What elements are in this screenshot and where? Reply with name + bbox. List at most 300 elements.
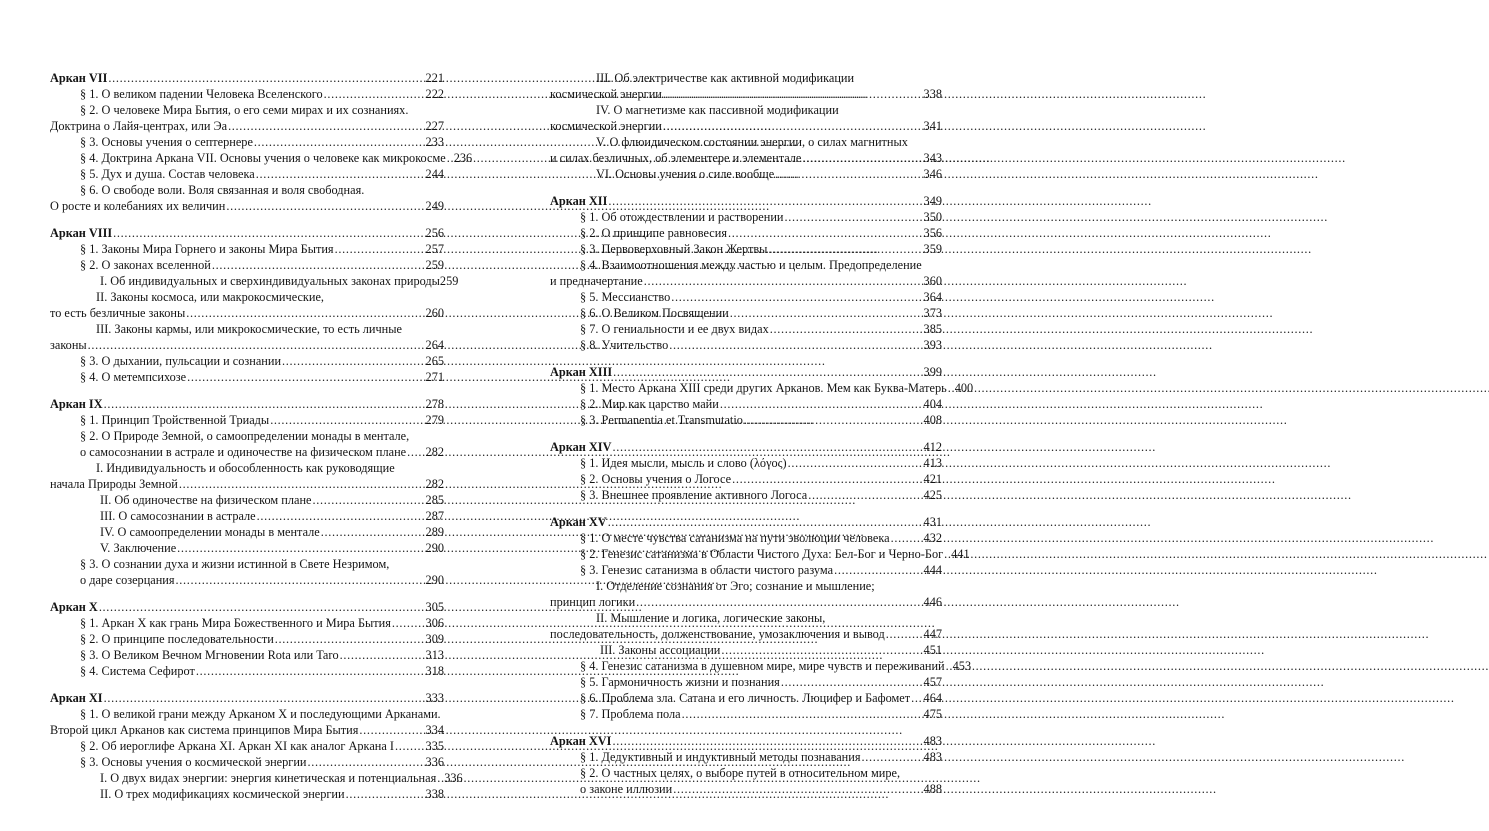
toc-entry-title: Второй цикл Арканов как система принципов Мира Бытия	[50, 723, 359, 737]
dot-leader	[407, 444, 424, 460]
toc-page-number: 336	[444, 771, 463, 785]
toc-entry	[50, 289, 444, 305]
toc-entry	[550, 321, 942, 337]
toc-entry	[50, 150, 473, 166]
toc-entry-title: законы	[50, 338, 87, 352]
toc-entry-title: § 3. Первоверховный Закон Жертвы	[580, 242, 768, 256]
toc-chapter-entry	[50, 599, 444, 615]
toc-entry-title: § 2. Об иероглифе Аркана XI. Аркан XI как аналог Аркана I	[80, 739, 394, 753]
toc-entry-title: § 2. О законах вселенной	[80, 258, 211, 272]
toc-page-number: 289	[425, 525, 444, 539]
toc-entry	[550, 578, 942, 594]
dot-leader	[768, 241, 922, 257]
toc-entry-title: § 7. Проблема пола	[580, 707, 681, 721]
dot-leader	[256, 166, 425, 182]
toc-entry	[50, 428, 444, 444]
toc-entry	[50, 166, 444, 182]
toc-page-number: 359	[923, 242, 942, 256]
toc-entry	[50, 631, 444, 647]
toc-entry-title: § 6. О свободе воли. Воля связанная и воля свободная.	[80, 183, 365, 197]
toc-page-number: 305	[425, 600, 444, 614]
toc-entry	[550, 455, 942, 471]
toc-page-number: 453	[952, 659, 972, 673]
dot-leader	[682, 706, 923, 722]
toc-entry-title: о законе иллюзии	[580, 782, 673, 796]
toc-entry-title: I. О двух видах энергии: энергия кинетическая и потенциальная	[100, 771, 437, 785]
toc-entry-title: § 2. О принципе последовательности	[80, 632, 274, 646]
toc-entry-title: III. Об электричестве как активной модификации	[596, 71, 855, 85]
toc-entry-title: § 2. О частных целях, о выборе путей в относительном мире,	[580, 766, 901, 780]
toc-entry-title: § 1. Аркан X как грань Мира Божественного и Мира Бытия	[80, 616, 391, 630]
toc-entry-title: II. Мышление и логика, логические законы,	[596, 611, 826, 625]
dot-leader	[946, 658, 952, 674]
toc-page-number: 399	[923, 365, 942, 379]
toc-entry-title: О росте и колебаниях их величин	[50, 199, 226, 213]
toc-page-number: 425	[923, 488, 942, 502]
dot-leader	[212, 257, 425, 273]
dot-leader	[669, 337, 922, 353]
toc-page-number: 306	[425, 616, 444, 630]
toc-entry	[550, 642, 942, 658]
toc-page-number: 356	[923, 226, 942, 240]
toc-entry-title: Аркан IX	[50, 397, 103, 411]
toc-entry	[50, 102, 444, 118]
toc-entry-title: § 5. Дух и душа. Состав человека	[80, 167, 255, 181]
dot-leader	[186, 305, 424, 321]
dot-leader	[891, 530, 923, 546]
toc-page-number: 441	[951, 547, 970, 561]
dot-leader	[395, 738, 425, 754]
toc-entry	[50, 182, 444, 198]
toc-entry	[550, 412, 942, 428]
dot-leader	[179, 476, 425, 492]
toc-entry-title: и предначертание	[550, 274, 643, 288]
toc-entry-title: § 7. О гениальности и ее двух видах	[580, 322, 769, 336]
toc-entry	[550, 380, 974, 396]
toc-entry	[50, 540, 444, 556]
toc-entry-title: IV. О магнетизме как пассивной модификации	[596, 103, 839, 117]
dot-leader	[608, 514, 923, 530]
dot-leader	[254, 134, 425, 150]
toc-page-number: 488	[923, 782, 942, 796]
toc-page-number: 318	[425, 664, 444, 678]
toc-page-number: 279	[425, 413, 444, 427]
dot-leader	[228, 118, 424, 134]
toc-page-number: 413	[923, 456, 942, 470]
toc-entry	[550, 257, 942, 273]
toc-page-number: 447	[923, 627, 942, 641]
toc-entry-title: Аркан X	[50, 600, 98, 614]
toc-entry-title: § 8. Учительство	[580, 338, 669, 352]
toc-entry	[550, 225, 942, 241]
toc-page-number: 349	[923, 194, 942, 208]
toc-entry-title: I. Об индивидуальных и сверхиндивидуальных законах природы	[100, 274, 440, 288]
dot-leader	[886, 626, 923, 642]
toc-entry-title: § 2. О принципе равновесия	[580, 226, 727, 240]
toc-entry-title: III. Законы кармы, или микрокосмические, то есть личные	[96, 322, 402, 336]
toc-entry-title: I. Индивидуальность и обособленность как руководящие	[96, 461, 395, 475]
toc-entry-title: § 2. Основы учения о Логосе	[580, 472, 732, 486]
dot-leader	[99, 599, 425, 615]
toc-entry-title: Доктрина о Лайя-центрах, или Эа	[50, 119, 228, 133]
left-page	[50, 0, 473, 831]
toc-page-number: 373	[923, 306, 942, 320]
toc-entry	[50, 337, 444, 353]
toc-page-number: 364	[923, 290, 942, 304]
toc-entry-title: V. О флюидическом состоянии энергии, о силах магнитных	[596, 135, 908, 149]
toc-entry	[550, 749, 942, 765]
toc-entry-title: § 3. Основы учения о септернере	[80, 135, 253, 149]
dot-leader	[944, 546, 950, 562]
toc-entry-title: § 1. О месте чувства сатанизма на пути эволюции человека	[580, 531, 890, 545]
toc-entry	[50, 492, 444, 508]
toc-entry	[50, 198, 444, 214]
dot-leader	[113, 225, 424, 241]
toc-entry	[50, 321, 444, 337]
dot-leader	[808, 487, 922, 503]
toc-page-number: 444	[923, 563, 942, 577]
toc-entry	[550, 209, 942, 225]
toc-entry-title: о самосознании в астрале и одиночестве на физическом плане	[80, 445, 407, 459]
toc-page-number: 451	[923, 643, 942, 657]
dot-leader	[612, 733, 922, 749]
toc-page-number: 483	[923, 750, 942, 764]
toc-chapter-entry	[50, 70, 444, 86]
toc-entry-title: § 4. Взаимоотношения между частью и целым. Предопределение	[580, 258, 922, 272]
toc-entry-title: § 2. Генезис сатанизма в Области Чистого Духа: Бел-Бог и Черно-Бог	[580, 547, 944, 561]
toc-entry	[550, 658, 972, 674]
toc-page-number: 290	[425, 573, 444, 587]
dot-leader	[226, 198, 424, 214]
toc-page-number: 400	[954, 381, 974, 395]
dot-leader	[104, 396, 425, 412]
toc-page-number: 265	[425, 354, 444, 368]
toc-entry-title: и силах безличных, об элементере и элементале	[550, 151, 802, 165]
toc-page-number: 343	[923, 151, 942, 165]
toc-page-number: 287	[425, 509, 444, 523]
toc-entry-title: § 3. Внешнее проявление активного Логоса	[580, 488, 808, 502]
toc-page-number: 309	[425, 632, 444, 646]
toc-entry	[550, 546, 970, 562]
toc-entry-title: § 2. О Природе Земной, о самоопределении монады в ментале,	[80, 429, 410, 443]
toc-page-number: 244	[425, 167, 444, 181]
toc-page-number: 421	[923, 472, 942, 486]
toc-chapter-entry	[550, 733, 942, 749]
toc-chapter-entry	[550, 193, 942, 209]
toc-entry-title: § 1. Дедуктивный и индуктивный методы познавания	[580, 750, 861, 764]
dot-leader	[257, 508, 425, 524]
toc-entry	[550, 530, 942, 546]
toc-chapter-entry	[550, 514, 942, 530]
dot-leader	[308, 754, 425, 770]
toc-entry-title: Аркан XV	[550, 515, 607, 529]
toc-entry-title: § 4. Генезис сатанизма в душевном мире, мире чувств и переживаний	[580, 659, 945, 673]
toc-page-number: 249	[425, 199, 444, 213]
toc-page-number: 282	[425, 477, 444, 491]
dot-leader	[802, 150, 922, 166]
toc-entry	[50, 556, 444, 572]
dot-leader	[730, 305, 923, 321]
toc-entry-title: космической энергии	[550, 87, 662, 101]
dot-leader	[744, 412, 923, 428]
dot-leader	[636, 594, 922, 610]
toc-page-number: 222	[425, 87, 444, 101]
toc-entry-title: § 1. Принцип Тройственной Триады	[80, 413, 270, 427]
toc-entry-title: § 1. Законы Мира Горнего и законы Мира Бытия	[80, 242, 334, 256]
dot-leader	[644, 273, 923, 289]
toc-entry-title: Аркан VIII	[50, 226, 113, 240]
toc-page-number: 336	[425, 755, 444, 769]
toc-entry-title: принцип логики	[550, 595, 636, 609]
toc-entry-title: IV. О самоопределении монады в ментале	[100, 525, 320, 539]
toc-entry-title: Аркан XIII	[550, 365, 613, 379]
dot-leader	[612, 439, 922, 455]
toc-right-column	[550, 70, 974, 797]
dot-leader	[663, 86, 923, 102]
toc-entry	[550, 86, 942, 102]
dot-leader	[834, 562, 922, 578]
toc-entry	[50, 572, 444, 588]
dot-leader	[788, 455, 923, 471]
toc-page-number: 335	[425, 739, 444, 753]
toc-page-number: 282	[425, 445, 444, 459]
dot-leader	[720, 396, 923, 412]
dot-leader	[340, 647, 425, 663]
toc-entry	[50, 241, 444, 257]
toc-entry-title: § 2. Мир как царство майи	[580, 397, 719, 411]
toc-entry	[550, 166, 942, 182]
dot-leader	[312, 492, 424, 508]
toc-entry-title: о даре созерцания	[80, 573, 175, 587]
toc-entry	[50, 663, 444, 679]
toc-page-number: 221	[425, 71, 444, 85]
toc-entry	[550, 610, 942, 626]
toc-page-number: 264	[425, 338, 444, 352]
dot-leader	[671, 289, 922, 305]
dot-leader	[346, 786, 425, 802]
dot-leader	[447, 150, 453, 166]
toc-entry	[550, 471, 942, 487]
toc-entry	[50, 118, 444, 134]
toc-page-number: 259	[425, 258, 444, 272]
dot-leader	[775, 166, 922, 182]
dot-leader	[359, 722, 424, 738]
toc-entry-title: § 1. Об отождествлении и растворении	[580, 210, 784, 224]
toc-entry	[550, 70, 942, 86]
dot-leader	[613, 364, 922, 380]
dot-leader	[770, 321, 923, 337]
toc-entry-title: § 6. Проблема зла. Сатана и его личность. Люцифер и Бафомет	[580, 691, 911, 705]
toc-entry-title: § 3. Основы учения о космической энергии	[80, 755, 307, 769]
toc-page-number: 483	[923, 734, 942, 748]
toc-entry	[50, 444, 444, 460]
toc-entry	[550, 150, 942, 166]
toc-entry	[550, 674, 942, 690]
toc-page-number: 227	[425, 119, 444, 133]
toc-entry	[550, 134, 942, 150]
toc-page-number: 271	[425, 370, 444, 384]
dot-leader	[196, 663, 425, 679]
toc-entry	[50, 412, 444, 428]
toc-entry-title: III. О самосознании в астрале	[100, 509, 256, 523]
toc-entry-title: § 6. О Великом Посвящении	[580, 306, 729, 320]
toc-entry	[550, 241, 942, 257]
toc-entry	[50, 722, 444, 738]
toc-entry	[550, 396, 942, 412]
toc-entry-title: космической энергии	[550, 119, 662, 133]
toc-page-number: 285	[425, 493, 444, 507]
toc-page-number: 233	[425, 135, 444, 149]
dot-leader	[176, 572, 425, 588]
dot-leader	[437, 770, 443, 786]
toc-entry	[50, 257, 444, 273]
toc-entry-title: § 4. О метемпсихозе	[80, 370, 187, 384]
toc-entry-title: Аркан XI	[50, 691, 103, 705]
toc-page-number: 313	[425, 648, 444, 662]
toc-page-number: 290	[425, 541, 444, 555]
toc-left-column	[50, 70, 473, 802]
dot-leader	[335, 241, 425, 257]
toc-entry	[50, 786, 444, 802]
toc-page-number: 341	[923, 119, 942, 133]
toc-entry-title: VI. Основы учения о силе вообще	[596, 167, 775, 181]
toc-entry	[550, 594, 942, 610]
toc-entry-title: § 3. Генезис сатанизма в области чистого разума	[580, 563, 834, 577]
toc-entry	[50, 647, 444, 663]
toc-entry-title: II. О трех модификациях космической энергии	[100, 787, 345, 801]
toc-entry	[50, 369, 444, 385]
toc-page-number: 257	[425, 242, 444, 256]
toc-page-number: 338	[923, 87, 942, 101]
toc-page-number: 404	[923, 397, 942, 411]
toc-entry-title: § 4. Система Сефирот	[80, 664, 195, 678]
toc-page-number: 393	[923, 338, 942, 352]
toc-page-number: 408	[923, 413, 942, 427]
toc-entry	[550, 706, 942, 722]
toc-page-number: 260	[425, 306, 444, 320]
toc-entry-title: § 3. О Великом Вечном Мгновении Rota или Taro	[80, 648, 339, 662]
toc-entry-title: Аркан VII	[50, 71, 108, 85]
dot-leader	[608, 193, 922, 209]
dot-leader	[187, 369, 424, 385]
dot-leader	[321, 524, 425, 540]
toc-entry	[550, 337, 942, 353]
toc-entry	[50, 706, 444, 722]
dot-leader	[88, 337, 425, 353]
toc-entry-title: I. Отделение сознания от Эго; сознание и мышление;	[596, 579, 875, 593]
toc-entry-title: § 5. Гармоничность жизни и познания	[580, 675, 780, 689]
dot-leader	[392, 615, 425, 631]
toc-entry-title: V. Заключение	[100, 541, 177, 555]
toc-entry	[550, 765, 942, 781]
toc-page-number: 385	[923, 322, 942, 336]
toc-entry-title: § 3. Permanentia et Transmutatio	[580, 413, 743, 427]
toc-entry	[550, 487, 942, 503]
toc-entry	[50, 754, 444, 770]
toc-entry-title: § 1. Идея мысли, мысль и слово (λόγος)	[580, 456, 787, 470]
dot-leader	[275, 631, 425, 647]
toc-entry	[50, 476, 444, 492]
toc-entry	[50, 738, 444, 754]
toc-page-number: 412	[923, 440, 942, 454]
dot-leader	[324, 86, 425, 102]
toc-entry	[550, 626, 942, 642]
right-page	[550, 0, 974, 831]
dot-leader	[270, 412, 424, 428]
toc-entry	[50, 134, 444, 150]
toc-page-number: 346	[923, 167, 942, 181]
dot-leader	[911, 690, 922, 706]
dot-leader	[728, 225, 923, 241]
toc-entry-title: § 4. Доктрина Аркана VII. Основы учения о человеке как микрокосме	[80, 151, 446, 165]
toc-page-number: 333	[425, 691, 444, 705]
toc-page-number: 236	[453, 151, 473, 165]
toc-page-number: 360	[923, 274, 942, 288]
dot-leader	[948, 380, 954, 396]
toc-entry	[50, 273, 459, 289]
toc-entry-title: Аркан XII	[550, 194, 608, 208]
toc-entry-title: § 3. О дыхании, пульсации и сознании	[80, 354, 282, 368]
toc-page-number: 457	[923, 675, 942, 689]
toc-entry-title: § 1. О великом падении Человека Вселенского	[80, 87, 323, 101]
dot-leader	[862, 749, 923, 765]
dot-leader	[721, 642, 922, 658]
toc-page-number: 432	[923, 531, 942, 545]
toc-entry	[550, 289, 942, 305]
toc-page-number: 278	[425, 397, 444, 411]
toc-entry	[550, 305, 942, 321]
dot-leader	[785, 209, 923, 225]
toc-entry	[50, 508, 444, 524]
toc-chapter-entry	[550, 439, 942, 455]
toc-entry-title: начала Природы Земной	[50, 477, 178, 491]
toc-chapter-entry	[550, 364, 942, 380]
toc-entry	[550, 102, 942, 118]
dot-leader	[282, 353, 425, 369]
toc-page-number: 338	[425, 787, 444, 801]
toc-entry-title: то есть безличные законы	[50, 306, 186, 320]
toc-entry	[50, 460, 444, 476]
toc-entry	[550, 273, 942, 289]
toc-entry-title: III. Законы ассоциации	[600, 643, 721, 657]
toc-entry	[50, 305, 444, 321]
toc-page-number: 350	[923, 210, 942, 224]
toc-page-number: 464	[923, 691, 942, 705]
toc-entry	[50, 615, 444, 631]
toc-chapter-entry	[50, 690, 444, 706]
toc-page-number: 446	[923, 595, 942, 609]
toc-entry-title: § 1. О великой грани между Арканом X и последующими Арканами.	[80, 707, 441, 721]
toc-entry-title: II. Об одиночестве на физическом плане	[100, 493, 312, 507]
dot-leader	[781, 674, 923, 690]
dot-leader	[104, 690, 425, 706]
toc-entry-title: § 2. О человеке Мира Бытия, о его семи мирах и их сознаниях.	[80, 103, 409, 117]
toc-entry	[50, 770, 463, 786]
dot-leader	[663, 118, 923, 134]
dot-leader	[673, 781, 922, 797]
dot-leader	[108, 70, 424, 86]
dot-leader	[177, 540, 424, 556]
toc-page-number: 256	[425, 226, 444, 240]
toc-page-number: 431	[923, 515, 942, 529]
toc-entry	[50, 353, 444, 369]
toc-entry	[550, 781, 942, 797]
toc-entry-title: последовательность, долженствование, умозаключения и вывод	[550, 627, 885, 641]
toc-entry	[550, 562, 942, 578]
toc-chapter-entry	[50, 396, 444, 412]
toc-entry	[50, 524, 444, 540]
toc-entry-title: Аркан XVI	[550, 734, 612, 748]
